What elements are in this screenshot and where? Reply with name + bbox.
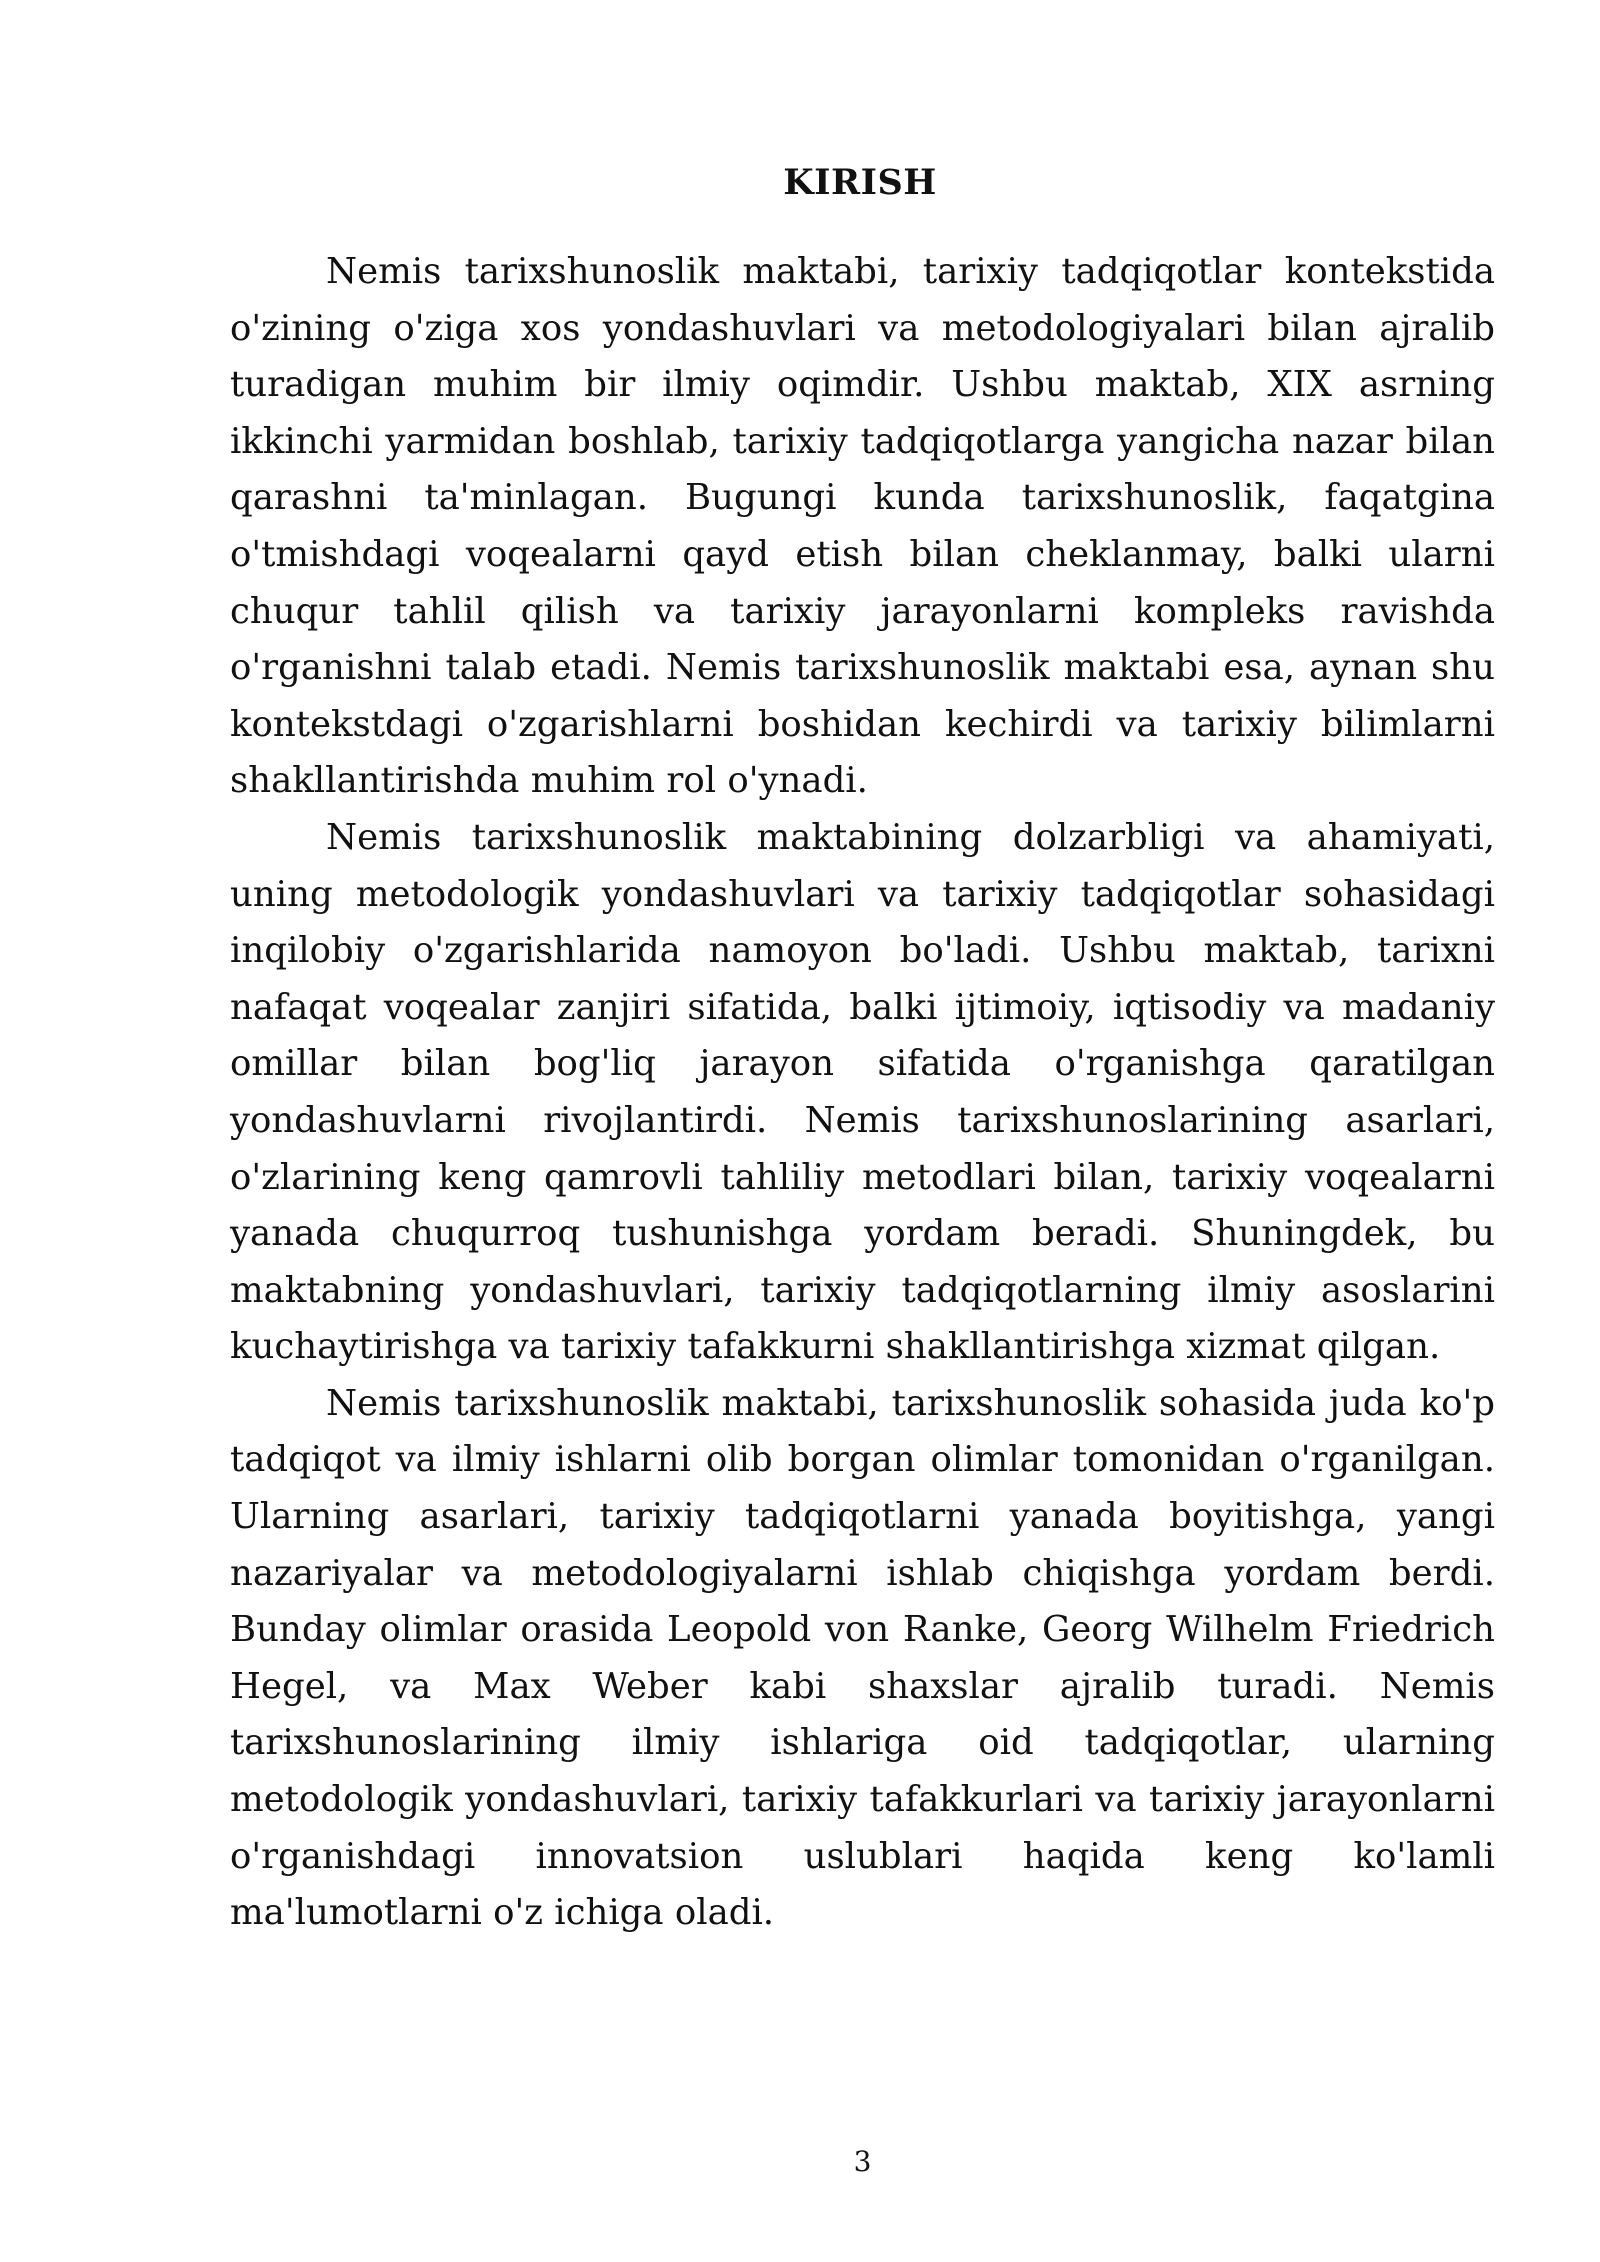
- page-number: 3: [853, 2145, 872, 2178]
- paragraph-2: Nemis tarixshunoslik maktabining dolzarbligi va ahamiyati, uning metodologik yondashuvlari va tarixiy tadqiqotlar sohasidagi inqilobiy o'zgarishlarida namoyon bo'ladi. Ushbu maktab, tarixni nafaqat voqealar zanjiri sifatida, balki ijtimoiy, iqtisodiy va madaniy omillar bilan bog'liq jarayon sifatida o'rganishga qaratilgan yondashuvlarni rivojlantirdi. Nemis tarixshunoslarining asarlari, o'zlarining keng qamrovli tahliliy metodlari bilan, tarixiy voqealarni yanada chuqurroq tushunishga yordam beradi. Shuningdek, bu maktabning yondashuvlari, tarixiy tadqiqotlarning ilmiy asoslarini kuchaytirishga va tarixiy tafakkurni shakllantirishga xizmat qilgan.: [230, 816, 1495, 1368]
- paragraph-1: Nemis tarixshunoslik maktabi, tarixiy tadqiqotlar kontekstida o'zining o'ziga xos yondashuvlari va metodologiyalari bilan ajralib turadigan muhim bir ilmiy oqimdir. Ushbu maktab, XIX asrning ikkinchi yarmidan boshlab, tarixiy tadqiqotlarga yangicha nazar bilan qarashni ta'minlagan. Bugungi kunda tarixshunoslik, faqatgina o'tmishdagi voqealarni qayd etish bilan cheklanmay, balki ularni chuqur tahlil qilish va tarixiy jarayonlarni kompleks ravishda o'rganishni talab etadi. Nemis tarixshunoslik maktabi esa, aynan shu kontekstdagi o'zgarishlarni boshidan kechirdi va tarixiy bilimlarni shakllantirishda muhim rol o'ynadi.: [230, 251, 1495, 802]
- section-title: KIRISH: [783, 162, 937, 203]
- body-text: [230, 244, 1495, 1942]
- paragraph-3: Nemis tarixshunoslik maktabi, tarixshunoslik sohasida juda ko'p tadqiqot va ilmiy ishlarni olib borgan olimlar tomonidan o'rganilgan. Ularning asarlari, tarixiy tadqiqotlarni yanada boyitishga, yangi nazariyalar va metodologiyalarni ishlab chiqishga yordam berdi. Bunday olimlar orasida Leopold von Ranke, Georg Wilhelm Friedrich Hegel, va Max Weber kabi shaxslar ajralib turadi. Nemis tarixshunoslarining ilmiy ishlariga oid tadqiqotlar, ularning metodologik yondashuvlari, tarixiy tafakkurlari va tarixiy jarayonlarni o'rganishdagi innovatsion uslublari haqida keng ko'lamli ma'lumotlarni o'z ichiga oladi.: [230, 1382, 1495, 1934]
